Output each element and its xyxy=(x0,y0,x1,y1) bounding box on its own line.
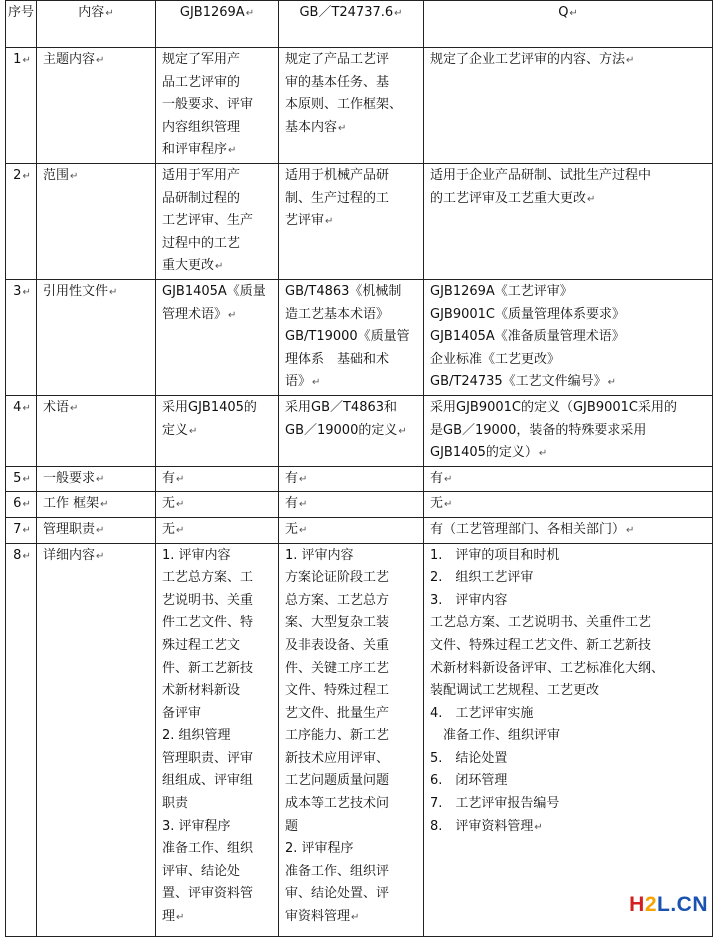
cell-line: 理体系 基础和术 xyxy=(285,351,390,367)
cell-line: 6. 闭环管理 xyxy=(430,773,508,789)
cell-line: 工序能力、新工艺 xyxy=(285,728,390,744)
q-standard-cell xyxy=(424,164,713,280)
gjb1269a-cell xyxy=(156,164,279,280)
cell-line: 内容组织管理 xyxy=(162,119,241,135)
gjb1269a-cell xyxy=(156,492,279,518)
header-gbt24737: GB／T24737.6↵ xyxy=(279,1,424,48)
cell-line: 适用于机械产品研 xyxy=(285,168,390,183)
cell-line: 本原则、工作框架、 xyxy=(285,97,403,113)
cell-line: 重大更改↵ xyxy=(162,258,224,274)
row-topic-cell: 管理职责↵ xyxy=(37,517,156,543)
cell-line: 定义↵ xyxy=(162,422,198,438)
cell-line: 1. 评审的项目和时机 xyxy=(430,547,560,563)
cell-line: 审资料管理↵ xyxy=(285,909,360,925)
gjb1269a-cell xyxy=(156,395,279,466)
header-content: 内容↵ xyxy=(37,1,156,48)
row-topic-cell: 主题内容↵ xyxy=(37,48,156,164)
cell-line: 组组成、评审组 xyxy=(162,773,254,789)
row-number-cell: 7↵ xyxy=(6,517,37,543)
cell-line: 准备工作、组织评审 xyxy=(430,728,561,744)
cell-line: 成本等工艺技术问 xyxy=(285,796,390,812)
gjb1269a-cell xyxy=(156,543,279,936)
cell-line: 术新材料新设备评审、工艺标准化大纲、 xyxy=(430,660,665,676)
cell-line: 过程中的工艺 xyxy=(162,235,241,251)
gbt24737-cell xyxy=(279,279,424,395)
cell-line: 有↵ xyxy=(430,470,453,486)
cell-line: 规定了产品工艺评 xyxy=(285,52,390,67)
gbt24737-cell xyxy=(279,492,424,518)
row-number-cell: 3↵ xyxy=(6,279,37,395)
q-standard-cell xyxy=(424,492,713,518)
row-number-cell: 8↵ xyxy=(6,543,37,936)
row-topic-cell: 引用性文件↵ xyxy=(37,279,156,395)
cell-line: 8. 评审资料管理↵ xyxy=(430,818,543,834)
cell-line: 理↵ xyxy=(162,909,185,925)
header-no: 序号 xyxy=(6,1,37,48)
cell-line: GJB1405A《质量 xyxy=(162,283,266,299)
cell-line: 有（工艺管理部门、各相关部门）↵ xyxy=(430,521,635,537)
cell-line: 件、新工艺新技 xyxy=(162,660,254,676)
cell-line: 有↵ xyxy=(162,470,185,486)
comparison-table xyxy=(5,0,713,937)
header-gjb1269a: GJB1269A↵ xyxy=(156,1,279,48)
cell-line: 题 xyxy=(285,818,299,834)
cell-line: 5. 结论处置 xyxy=(430,750,508,766)
cell-line: 总方案、工艺总方 xyxy=(285,592,390,608)
table-row xyxy=(6,543,713,936)
cell-line: 准备工作、组织 xyxy=(162,841,254,857)
cell-line: 新技术应用评审、 xyxy=(285,750,390,766)
cell-line: 制、生产过程的工 xyxy=(285,190,390,206)
cell-line: 件工艺文件、特 xyxy=(162,615,254,631)
cell-line: 1. 评审内容 xyxy=(285,547,354,563)
gjb1269a-cell xyxy=(156,48,279,164)
cell-line: 无↵ xyxy=(285,521,308,537)
cell-line: 3. 评审内容 xyxy=(430,592,508,608)
cell-line: 殊过程工艺文 xyxy=(162,637,241,653)
cell-line: 无↵ xyxy=(162,496,185,512)
row-number-cell: 4↵ xyxy=(6,395,37,466)
cell-line: GJB1405的定义）↵ xyxy=(430,445,548,461)
cell-line: 规定了企业工艺评审的内容、方法↵ xyxy=(430,52,635,67)
site-watermark-logo: H2L.CN xyxy=(629,893,708,916)
cell-line: 装配调试工艺规程、工艺更改 xyxy=(430,683,600,699)
cell-line: 职责 xyxy=(162,796,189,812)
q-standard-cell xyxy=(424,395,713,466)
cell-line: 艺文件、批量生产 xyxy=(285,705,390,721)
cell-line: 采用GJB9001C的定义（GJB9001C采用的 xyxy=(430,399,677,415)
cell-line: 无↵ xyxy=(430,496,453,512)
table-row xyxy=(6,164,713,280)
cell-line: 造工艺基本术语》 xyxy=(285,306,390,322)
row-topic-cell: 工作 框架↵ xyxy=(37,492,156,518)
q-standard-cell xyxy=(424,279,713,395)
cell-line: 方案论证阶段工艺 xyxy=(285,570,390,586)
cell-line: 案、大型复杂工装 xyxy=(285,615,390,631)
cell-line: 采用GJB1405的 xyxy=(162,399,257,415)
cell-line: GB/T19000《质量管 xyxy=(285,329,410,345)
cell-line: 及非表设备、关重 xyxy=(285,637,390,653)
cell-line: 基本内容↵ xyxy=(285,119,347,135)
gbt24737-cell xyxy=(279,164,424,280)
gbt24737-cell xyxy=(279,466,424,492)
cell-line: 工艺总方案、工艺说明书、关重件工艺 xyxy=(430,615,652,631)
cell-line: 和评审程序↵ xyxy=(162,142,237,158)
cell-line: 语》↵ xyxy=(285,374,321,390)
q-standard-cell xyxy=(424,517,713,543)
cell-line: 工艺问题质量问题 xyxy=(285,773,390,789)
cell-line: 文件、特殊过程工 xyxy=(285,683,390,699)
row-topic-cell: 术语↵ xyxy=(37,395,156,466)
gjb1269a-cell xyxy=(156,466,279,492)
gbt24737-cell xyxy=(279,48,424,164)
row-number-cell: 1↵ xyxy=(6,48,37,164)
cell-line: 有↵ xyxy=(285,496,308,512)
table-row xyxy=(6,492,713,518)
gbt24737-cell xyxy=(279,517,424,543)
cell-line: 备评审 xyxy=(162,705,202,721)
gjb1269a-cell xyxy=(156,517,279,543)
q-standard-cell xyxy=(424,48,713,164)
cell-line: 品研制过程的 xyxy=(162,190,241,206)
cell-line: 7. 工艺评审报告编号 xyxy=(430,796,560,812)
cell-line: GJB1405A《准备质量管理术语》 xyxy=(430,329,625,345)
table-row xyxy=(6,48,713,164)
cell-line: 艺说明书、关重 xyxy=(162,592,254,608)
cell-line: 2. 评审程序 xyxy=(285,841,354,857)
header-row xyxy=(6,1,713,48)
cell-line: 企业标准《工艺更改》 xyxy=(430,351,561,367)
gjb1269a-cell xyxy=(156,279,279,395)
cell-line: GJB1269A《工艺评审》 xyxy=(430,283,573,299)
cell-line: 管理职责、评审 xyxy=(162,750,254,766)
cell-line: 术新材料新设 xyxy=(162,683,241,699)
cell-line: 适用于军用产 xyxy=(162,168,241,183)
row-topic-cell: 范围↵ xyxy=(37,164,156,280)
cell-line: GJB9001C《质量管理体系要求》 xyxy=(430,306,625,322)
cell-line: 一般要求、评审 xyxy=(162,97,254,113)
cell-line: 无↵ xyxy=(162,521,185,537)
row-number-cell: 6↵ xyxy=(6,492,37,518)
cell-line: 置、评审资料管 xyxy=(162,886,254,902)
row-number-cell: 2↵ xyxy=(6,164,37,280)
cell-line: 采用GB／T4863和 xyxy=(285,399,398,415)
cell-line: 4. 工艺评审实施 xyxy=(430,705,534,721)
header-q: Q↵ xyxy=(424,1,713,48)
gbt24737-cell xyxy=(279,395,424,466)
cell-line: 件、关键工序工艺 xyxy=(285,660,390,676)
cell-line: GB/T4863《机械制 xyxy=(285,283,402,299)
cell-line: 的工艺评审及工艺重大更改↵ xyxy=(430,190,596,206)
cell-line: 品工艺评审的 xyxy=(162,74,241,90)
table-row xyxy=(6,279,713,395)
cell-line: 工艺总方案、工 xyxy=(162,570,254,586)
gbt24737-cell xyxy=(279,543,424,936)
row-number-cell: 5↵ xyxy=(6,466,37,492)
cell-line: 准备工作、组织评 xyxy=(285,863,390,879)
cell-line: GB/T24735《工艺文件编号》↵ xyxy=(430,374,617,390)
cell-line: GB／19000的定义↵ xyxy=(285,422,407,438)
cell-line: 3. 评审程序 xyxy=(162,818,231,834)
cell-line: 管理术语》↵ xyxy=(162,306,237,322)
cell-line: 工艺评审、生产 xyxy=(162,213,254,229)
cell-line: 评审、结论处 xyxy=(162,863,241,879)
cell-line: 艺评审↵ xyxy=(285,213,334,229)
row-topic-cell: 一般要求↵ xyxy=(37,466,156,492)
table-row xyxy=(6,517,713,543)
q-standard-cell xyxy=(424,543,713,936)
cell-line: 审、结论处置、评 xyxy=(285,886,390,902)
table-row xyxy=(6,395,713,466)
table-row xyxy=(6,466,713,492)
cell-line: 有↵ xyxy=(285,470,308,486)
cell-line: 规定了军用产 xyxy=(162,52,241,67)
cell-line: 1. 评审内容 xyxy=(162,547,231,563)
cell-line: 是GB／19000，装备的特殊要求采用 xyxy=(430,422,647,438)
cell-line: 审的基本任务、基 xyxy=(285,74,390,90)
cell-line: 2. 组织管理 xyxy=(162,728,231,744)
cell-line: 文件、特殊过程工艺文件、新工艺新技 xyxy=(430,637,652,653)
row-topic-cell: 详细内容↵ xyxy=(37,543,156,936)
cell-line: 2. 组织工艺评审 xyxy=(430,570,534,586)
q-standard-cell xyxy=(424,466,713,492)
cell-line: 适用于企业产品研制、试批生产过程中 xyxy=(430,168,652,183)
